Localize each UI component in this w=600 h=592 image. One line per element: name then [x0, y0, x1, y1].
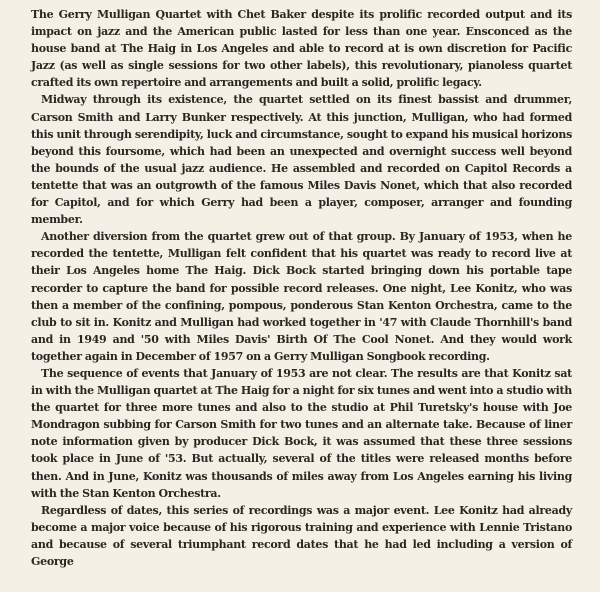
paragraph-1: The Gerry Mulligan Quartet with Chet Baker despite its prolific recorded output and its impact on jazz and the American public lasted for less than one year. Ensconced as the house band at The Haig in Los Angeles and able to record at is own discretion for Pacific Jazz (as well as single sessions for two other labels), this revolutionary, pianoless quartet crafted its own repertoire and arrangements and built a solid, prolific legacy.	[31, 8, 572, 90]
paragraph-4: The sequence of events that January of 1953 are not clear. The results are that Konitz sat in with the Mulligan quartet at The Haig for a night for six tunes and went into a studio with the quartet for three more tunes and also to the studio at Phil Turetsky's house with Joe Mondragon subbing for Carson Smith for two tunes and an alternate take. Because of liner note information given by producer Dick Bock, it was assumed that these three sessions took place in June of '53. But actually, several of the titles were released months before then. And in June, Konitz was thousands of miles away from Los Angeles earning his living with the Stan Kenton Orchestra.	[31, 366, 572, 500]
paragraph-2: Midway through its existence, the quartet settled on its finest bassist and drummer, Carson Smith and Larry Bunker respectively. At this junction, Mulligan, who had formed this unit through serendipity, luck and circumstance, sought to expand his musical horizons beyond this foursome, which had been an unexpected and overnight success well beyond the bounds of the usual jazz audience. He assembled and recorded on Capitol Records a tentette that was an outgrowth of the famous Miles Davis Nonet, which that also recorded for Capitol, and for which Gerry had been a player, composer, arranger and founding member.	[31, 93, 572, 227]
paragraph-5: Regardless of dates, this series of recordings was a major event. Lee Konitz had already become a major voice because of his rigorous training and experience with Lennie Tristano and because of several triumphant record dates that he had led including a version of George	[31, 503, 572, 568]
paragraph-3: Another diversion from the quartet grew out of that group. By January of 1953, when he recorded the tentette, Mulligan felt confident that his quartet was ready to record live at their Los Angeles home The Haig. Dick Bock started bringing down his portable tape recorder to capture the band for possible record releases. One night, Lee Konitz, who was then a member of the confining, pompous, ponderous Stan Kenton Orchestra, came to the club to sit in. Konitz and Mulligan had worked together in '47 with Claude Thornhill's band and in 1949 and '50 with Miles Davis' Birth Of The Cool Nonet. And they would work together again in December of 1957 on a Gerry Mulligan Songbook recording.	[31, 230, 572, 363]
